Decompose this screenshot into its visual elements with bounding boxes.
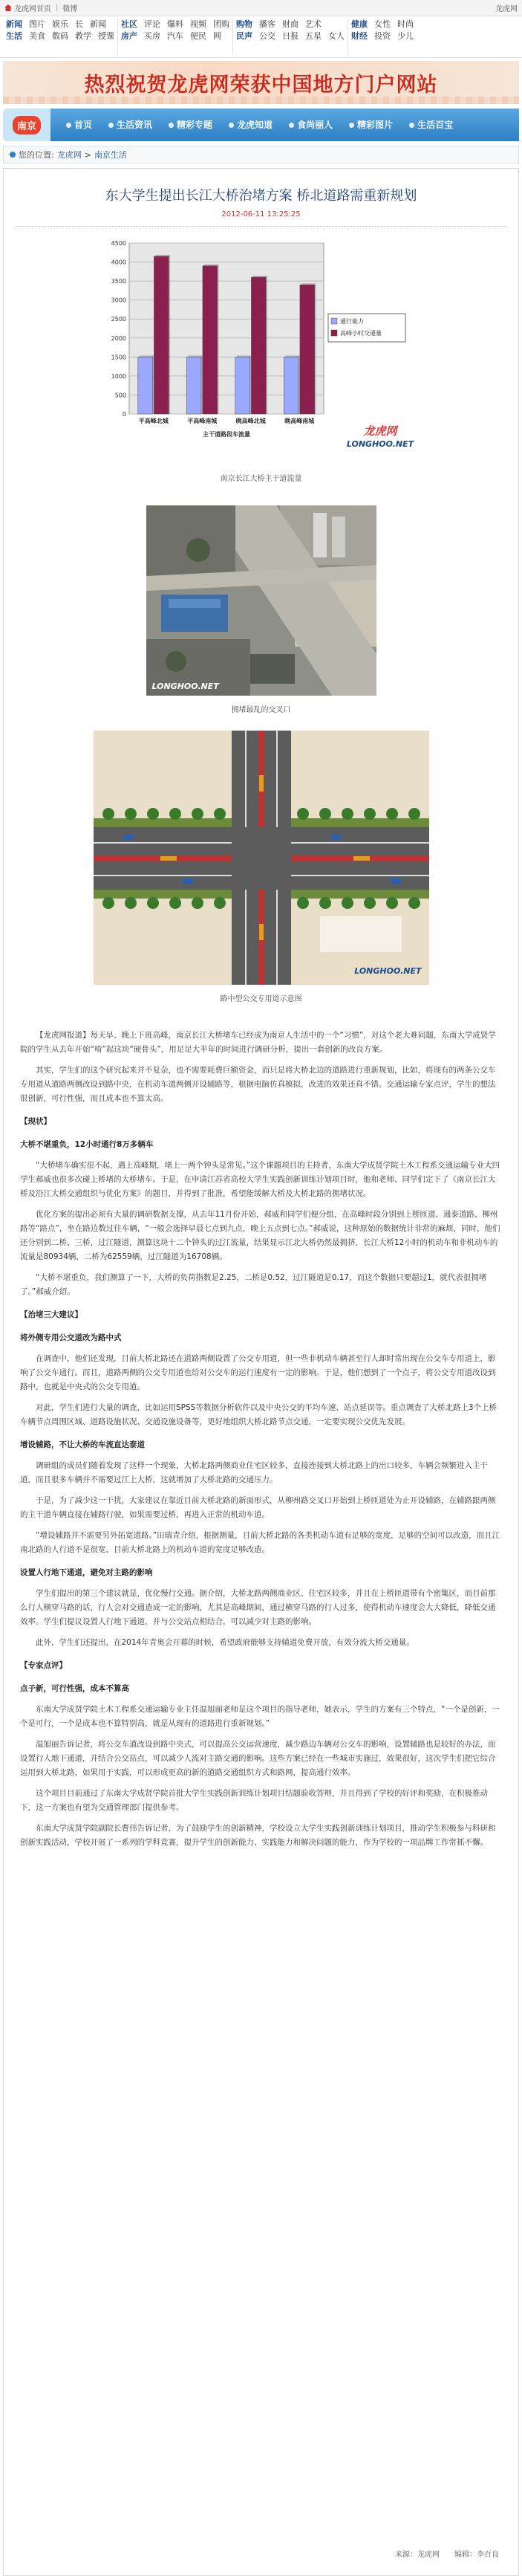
nav-link[interactable]: 财经	[351, 31, 368, 41]
watermark: LONGHOO.NET	[354, 966, 422, 976]
y-tick-label: 4000	[111, 259, 126, 266]
home-icon	[4, 4, 12, 11]
fig3-caption: 路中型公交专用道示意图	[220, 995, 302, 1003]
y-tick-label: 3500	[111, 278, 126, 285]
y-tick-label: 4500	[111, 240, 126, 247]
nav-link[interactable]: 便民	[190, 31, 206, 41]
channel-tab[interactable]: 精彩图片	[341, 117, 401, 133]
bullet-icon	[409, 123, 414, 128]
traffic-chart	[98, 234, 425, 457]
nav-row	[236, 19, 345, 30]
nav-link[interactable]: 授课	[98, 31, 114, 41]
article-body	[4, 1029, 518, 1850]
section-subheading: 设置人行地下通道，避免对主路的影响	[20, 1568, 153, 1577]
breadcrumb: 您的位置: 龙虎网 > 南京生活	[3, 146, 519, 164]
nav-row	[121, 19, 229, 30]
article-date: 2012-06-11 13:25:25	[221, 210, 301, 219]
x-tick-label: 晚高峰北城	[235, 418, 266, 424]
bullet-icon	[108, 123, 114, 128]
nav-link[interactable]: 社区	[121, 19, 137, 29]
aerial-photo	[146, 505, 376, 696]
paragraph: 在调查中，他们还发现，目前大桥北路还在道路两侧设置了公交专用道，但一些非机动车辆甚至行人却时常出现在公交车专用道上，影响了公交车通行。而且，道路两侧的公交专用道也给对公交车的运行速度有一定的影响。于是，他们想到了一个点子，将公交专用道改设到路中，也就是中央式的公交专用道。	[20, 1354, 496, 1391]
fig2-caption: 拥堵最乱的交叉口	[231, 706, 291, 714]
location-icon	[10, 152, 16, 158]
nav-link[interactable]: 娱乐	[52, 19, 68, 29]
bullet-icon	[289, 123, 294, 128]
paragraph: “大桥不堪重负，我们测算了一下，大桥的负荷指数是2.25，二桥是0.52，过江隧道是0.17，而这个数据只要超过1，就代表很拥堵了。”郝威介绍。	[20, 1273, 487, 1296]
watermark: LONGHOO.NET	[151, 682, 219, 691]
bar	[284, 357, 298, 414]
bullet-icon	[229, 123, 234, 128]
nav-link[interactable]: 时尚	[397, 19, 414, 29]
nav-link[interactable]: 健康	[351, 19, 368, 29]
nav-link[interactable]: 美食	[29, 31, 45, 41]
paragraph: 温旭丽告诉记者，将公交车道改设到路中央式，可以提高公交运营速度，减少路边车辆对公交车的影响，设置辅路也是较好的办法，而设置行人地下通道，并结合公交站点，可以减少人流对主路交通的影响。这些方案已经在一些城市实施过，效果很好，这次学生们把它综合运用到大桥北路，如果用于实践，可以形成更高的新的道路交通组织方式和路网，提高通行效率。	[20, 1740, 496, 1777]
fig1-caption: 南京长江大桥主干道流量	[220, 475, 302, 483]
nav-column	[233, 19, 348, 55]
nav-row	[121, 30, 229, 42]
channel-logo[interactable]: 南京	[3, 109, 50, 141]
legend-swatch	[331, 318, 337, 324]
bar	[251, 277, 266, 414]
nav-link[interactable]: 少儿	[397, 31, 414, 41]
paragraph: 东南大学成贤学院土木工程系交通运输专业主任温旭丽老师是这个项目的指导老师，她表示，学生的方案有三个特点，“一个是创新，一个是可行，一个是成本也不算特别高，就是从现有的道路进行重新规划。”	[20, 1705, 500, 1728]
bus-lane-diagram	[94, 731, 429, 985]
nav-link[interactable]: 民声	[236, 31, 252, 41]
nav-link[interactable]: 女人	[328, 31, 345, 41]
site-logo-text: LONGHOO.NET	[346, 439, 414, 449]
legend-swatch	[331, 330, 337, 336]
nav-row	[351, 19, 414, 30]
nav-row	[6, 30, 114, 42]
y-tick-label: 2500	[111, 316, 126, 323]
bar	[235, 357, 249, 414]
nav-link[interactable]: 财商	[282, 19, 298, 29]
channel-tab[interactable]: 精彩专题	[160, 117, 221, 133]
top-right-link[interactable]: 龙虎网	[495, 5, 518, 13]
article	[3, 168, 519, 2576]
y-tick-label: 3000	[111, 297, 126, 304]
nav-row	[351, 30, 414, 42]
article-source: 来源：龙虎网 编辑：李百良	[395, 2551, 499, 2559]
nav-row	[6, 19, 114, 30]
paragraph: 对此，学生们进行大量的调查，比如运用SPSS等数据分析软件以及中央公交的平均车速、站点延误等。重点调查了大桥北路上3个上桥车辆节点周围区域、道路设施状况、交通设施设备等，更好地组织大桥北路节点交通，一定要实现公交优先发展。	[20, 1403, 497, 1426]
bar	[137, 357, 152, 414]
paragraph: 这个项目目前通过了东南大学成贤学院首批大学生实践创新训练计划项目结题验收答辩，并且得到了学校的好评和奖励，在积极推动下，这一方案也有望为交通管理部门提供参考。	[20, 1789, 488, 1812]
traffic-chart-svg	[98, 234, 425, 457]
paragraph: 东南大学成贤学院副院长曹伟告诉记者，为了鼓励学生的创新精神，学校设立大学生实践创新训练计划项目，推动学生积极参与科研和创新实践活动，学校开展了一系列的学科竞赛，提升学生的创新能力、实践能力和解决问题的能力，作为学校的一项品牌工作常抓不懈。	[20, 1824, 496, 1847]
nav-link[interactable]: 爆料	[167, 19, 183, 29]
promo-banner[interactable]: 热烈祝贺龙虎网荣获中国地方门户网站	[3, 61, 519, 104]
nav-link[interactable]: 数码	[52, 31, 68, 41]
nav-column	[348, 19, 417, 55]
x-tick-label: 平高峰北城	[138, 418, 169, 424]
y-tick-label: 2000	[111, 334, 126, 342]
section-heading: 【治堵三大建议】	[20, 1310, 82, 1319]
section-subheading: 增设辅路，不让大桥的车流直达泰道	[20, 1440, 145, 1449]
y-tick-label: 0	[122, 411, 126, 418]
nav-link[interactable]: 买房	[144, 31, 160, 41]
paragraph: 此外，学生们还提出，在2014年青奥会开幕的时候，希望政府能够支持辅道免费开放，有效分流大桥交通量。	[36, 1638, 414, 1647]
nav-link[interactable]: 长	[75, 19, 83, 29]
bar	[154, 256, 169, 414]
nav-link[interactable]: 新闻	[90, 19, 106, 29]
bullet-icon	[66, 123, 71, 128]
channel-tabs	[50, 109, 519, 141]
section-subheading: 点子新，可行性强，成本不算高	[20, 1684, 129, 1693]
y-tick-label: 500	[114, 392, 126, 399]
nav-link[interactable]: 购物	[236, 19, 252, 29]
x-tick-label: 晚高峰南城	[284, 418, 314, 424]
section-heading: 【现状】	[20, 1117, 51, 1126]
bullet-icon	[169, 123, 174, 128]
channel-tab[interactable]: 龙虎知道	[221, 117, 281, 133]
y-tick-label: 1000	[111, 372, 126, 380]
nav-link[interactable]: 女性	[374, 19, 391, 29]
channel-tab[interactable]: 生活资讯	[100, 117, 160, 133]
bar	[202, 266, 217, 414]
bus-lane-diagram-svg	[94, 731, 429, 985]
bar	[299, 285, 314, 414]
nav-column	[3, 19, 118, 55]
home-link[interactable]: 龙虎网首页	[4, 2, 51, 13]
nav-link[interactable]: 图片	[29, 19, 45, 29]
paragraph: 优化方案的提出必须有大量的调研数据支撑，从去年11月份开始，郝威和同学们便分组，在高峰时段分别到上桥匝道、通泰道路、柳州路等“路点”，坐在路边数过往车辆，“一般会选择早晨七点到九点，晚上五点到七点。”郝威说，这种原始的数据统计非常的麻烦，同时，他们还分别到二桥、三桥，过江隧道，测算这块十二个钟头的过江流量，结果显示江北大桥仍然最拥挤，长江大桥12小时的机动车和非机动车的流量是80934辆，二桥为62559辆，过江隧道为16708辆。	[20, 1210, 500, 1261]
paragraph: “增设辅路并不需要另外拓宽道路。”田瑞青介绍，根据测量，目前大桥北路的各类机动车道有足够的宽度，足够的空间可以改造，而且江南北路的人行道不是很宽，目前大桥北路上的机动车道的宽度足够改造。	[20, 1531, 500, 1554]
channel-tab[interactable]: 生活百宝	[401, 117, 461, 133]
top-bar: 龙虎网首页 | 微博 龙虎网	[0, 0, 522, 16]
breadcrumb-home[interactable]: 龙虎网	[56, 150, 82, 160]
section-subheading: 大桥不堪重负，12小时通行8万多辆车	[20, 1140, 154, 1149]
section-subheading: 将外侧专用公交道改为路中式	[20, 1333, 122, 1342]
nav-link[interactable]: 播客	[259, 19, 275, 29]
nav-link[interactable]: 艺术	[305, 19, 322, 29]
paragraph: “大桥堵车确实很不起，遇上高峰期，堵上一两个钟头是常见。”这个课题项目的主持者，东南大学成贤学院土木工程系交通运输专业大四学生郝威也很多次碰上桥堵的大桥堵车。于是，在申请江苏省高校大学生实践创新训练计划项目时，他和老师、同学们定下了《南京长江大桥及沿江大桥交通组织与优化方案》的题目，并得到了批准，希望能缓解大桥及大桥北路的拥堵状况。	[20, 1161, 500, 1198]
breadcrumb-current[interactable]: 南京生活	[94, 150, 127, 160]
breadcrumb-label: 您的位置:	[19, 150, 54, 160]
nav-link[interactable]: 网	[213, 31, 221, 41]
aerial-photo-svg	[146, 505, 376, 696]
paragraph: 学生们提出的第三个建议就是，优化慢行交通。据介绍，大桥北路两侧商业区、住宅区较多，并且在上桥匝道带有个密集区，而目前那么行人横穿马路的话，行人会对交通造成一定的影响，尤其是高峰期间，通过横穿马路的行人过多，使得机动车速度会大大降低，降低交通效率。学生们提议设置人行地下通道，并与公交站点相结合，可以减少对主路的影响。	[20, 1589, 496, 1626]
nav-link[interactable]: 新闻	[6, 19, 22, 29]
nav-link[interactable]: 教学	[75, 31, 91, 41]
nav-row	[236, 30, 345, 42]
nav-link[interactable]: 视频	[190, 19, 206, 29]
paragraph: 于是，为了减少这一干扰，大家建议在靠近目前大桥北路的新面形式，从柳州路交叉口开始到上桥匝道处为止开设辅路，在辅路跟两侧的主干道车辆直接在辅路行驶，如果需要过桥，再进入正常的机动车道。	[20, 1496, 496, 1519]
article-title: 东大学生提出长江大桥治堵方案 桥北道路需重新规划	[105, 188, 417, 204]
nav-link[interactable]: 团购	[213, 19, 229, 29]
paragraph: 其实，学生们的这个研究起来并不复杂，也不需要耗费巨额资金，而只是将大桥北边的道路进行重新规划，比如，将现有的两条公交车专用道从道路两侧改设到路中央，在机动车道两侧开设辅路等，根据电脑仿真模拟，改进的效果还真不错。交通运输专家点评，学生的想法很创新，可行性强，而且成本也不算太高。	[20, 1066, 496, 1103]
legend-entry: 通行能力	[339, 318, 364, 325]
channel-tab[interactable]: 首页	[58, 117, 100, 133]
bar	[186, 357, 201, 414]
channel-bar	[3, 109, 519, 141]
nav-link[interactable]: 汽车	[167, 31, 183, 41]
nav-link[interactable]: 生活	[6, 31, 22, 41]
x-tick-label: 平高峰南城	[186, 418, 217, 424]
nav-link[interactable]: 投资	[374, 31, 391, 41]
main-nav	[0, 16, 522, 58]
nav-link[interactable]: 房产	[121, 31, 137, 41]
x-axis-label: 主干道路段车流量	[202, 431, 250, 438]
nav-link[interactable]: 五星	[305, 31, 322, 41]
paragraph: 【龙虎网报道】每天早、晚上下班高峰，南京长江大桥堵车已经成为南京人生活中的一个“习惯”，对这个老大难问题，东南大学成贤学院的学生从去年开始“啃”起这块“硬骨头”，用足足大半年的时间进行调研分析，提出一套创新的改良方案。	[20, 1031, 496, 1054]
bullet-icon	[349, 123, 354, 128]
weibo-link[interactable]: 微博	[62, 5, 78, 13]
y-tick-label: 1500	[111, 354, 126, 361]
nav-link[interactable]: 公交	[259, 31, 275, 41]
channel-tab[interactable]: 食尚丽人	[281, 117, 341, 133]
legend-entry: 高峰小时交通量	[339, 330, 382, 337]
section-heading: 【专家点评】	[20, 1661, 67, 1670]
site-logo: 龙虎网	[362, 424, 397, 438]
nav-link[interactable]: 评论	[144, 19, 160, 29]
nav-link[interactable]: 日报	[282, 31, 298, 41]
nav-column	[118, 19, 233, 55]
paragraph: 调研组的成员们随着发现了这样一个现象，大桥北路两侧商业住宅区较多，直接连接到大桥北路上的出口较多，车辆会频繁进入主干道，而且很多车辆并不需要过江上大桥，这就增加了大桥北路的交通压力。	[20, 1461, 488, 1484]
